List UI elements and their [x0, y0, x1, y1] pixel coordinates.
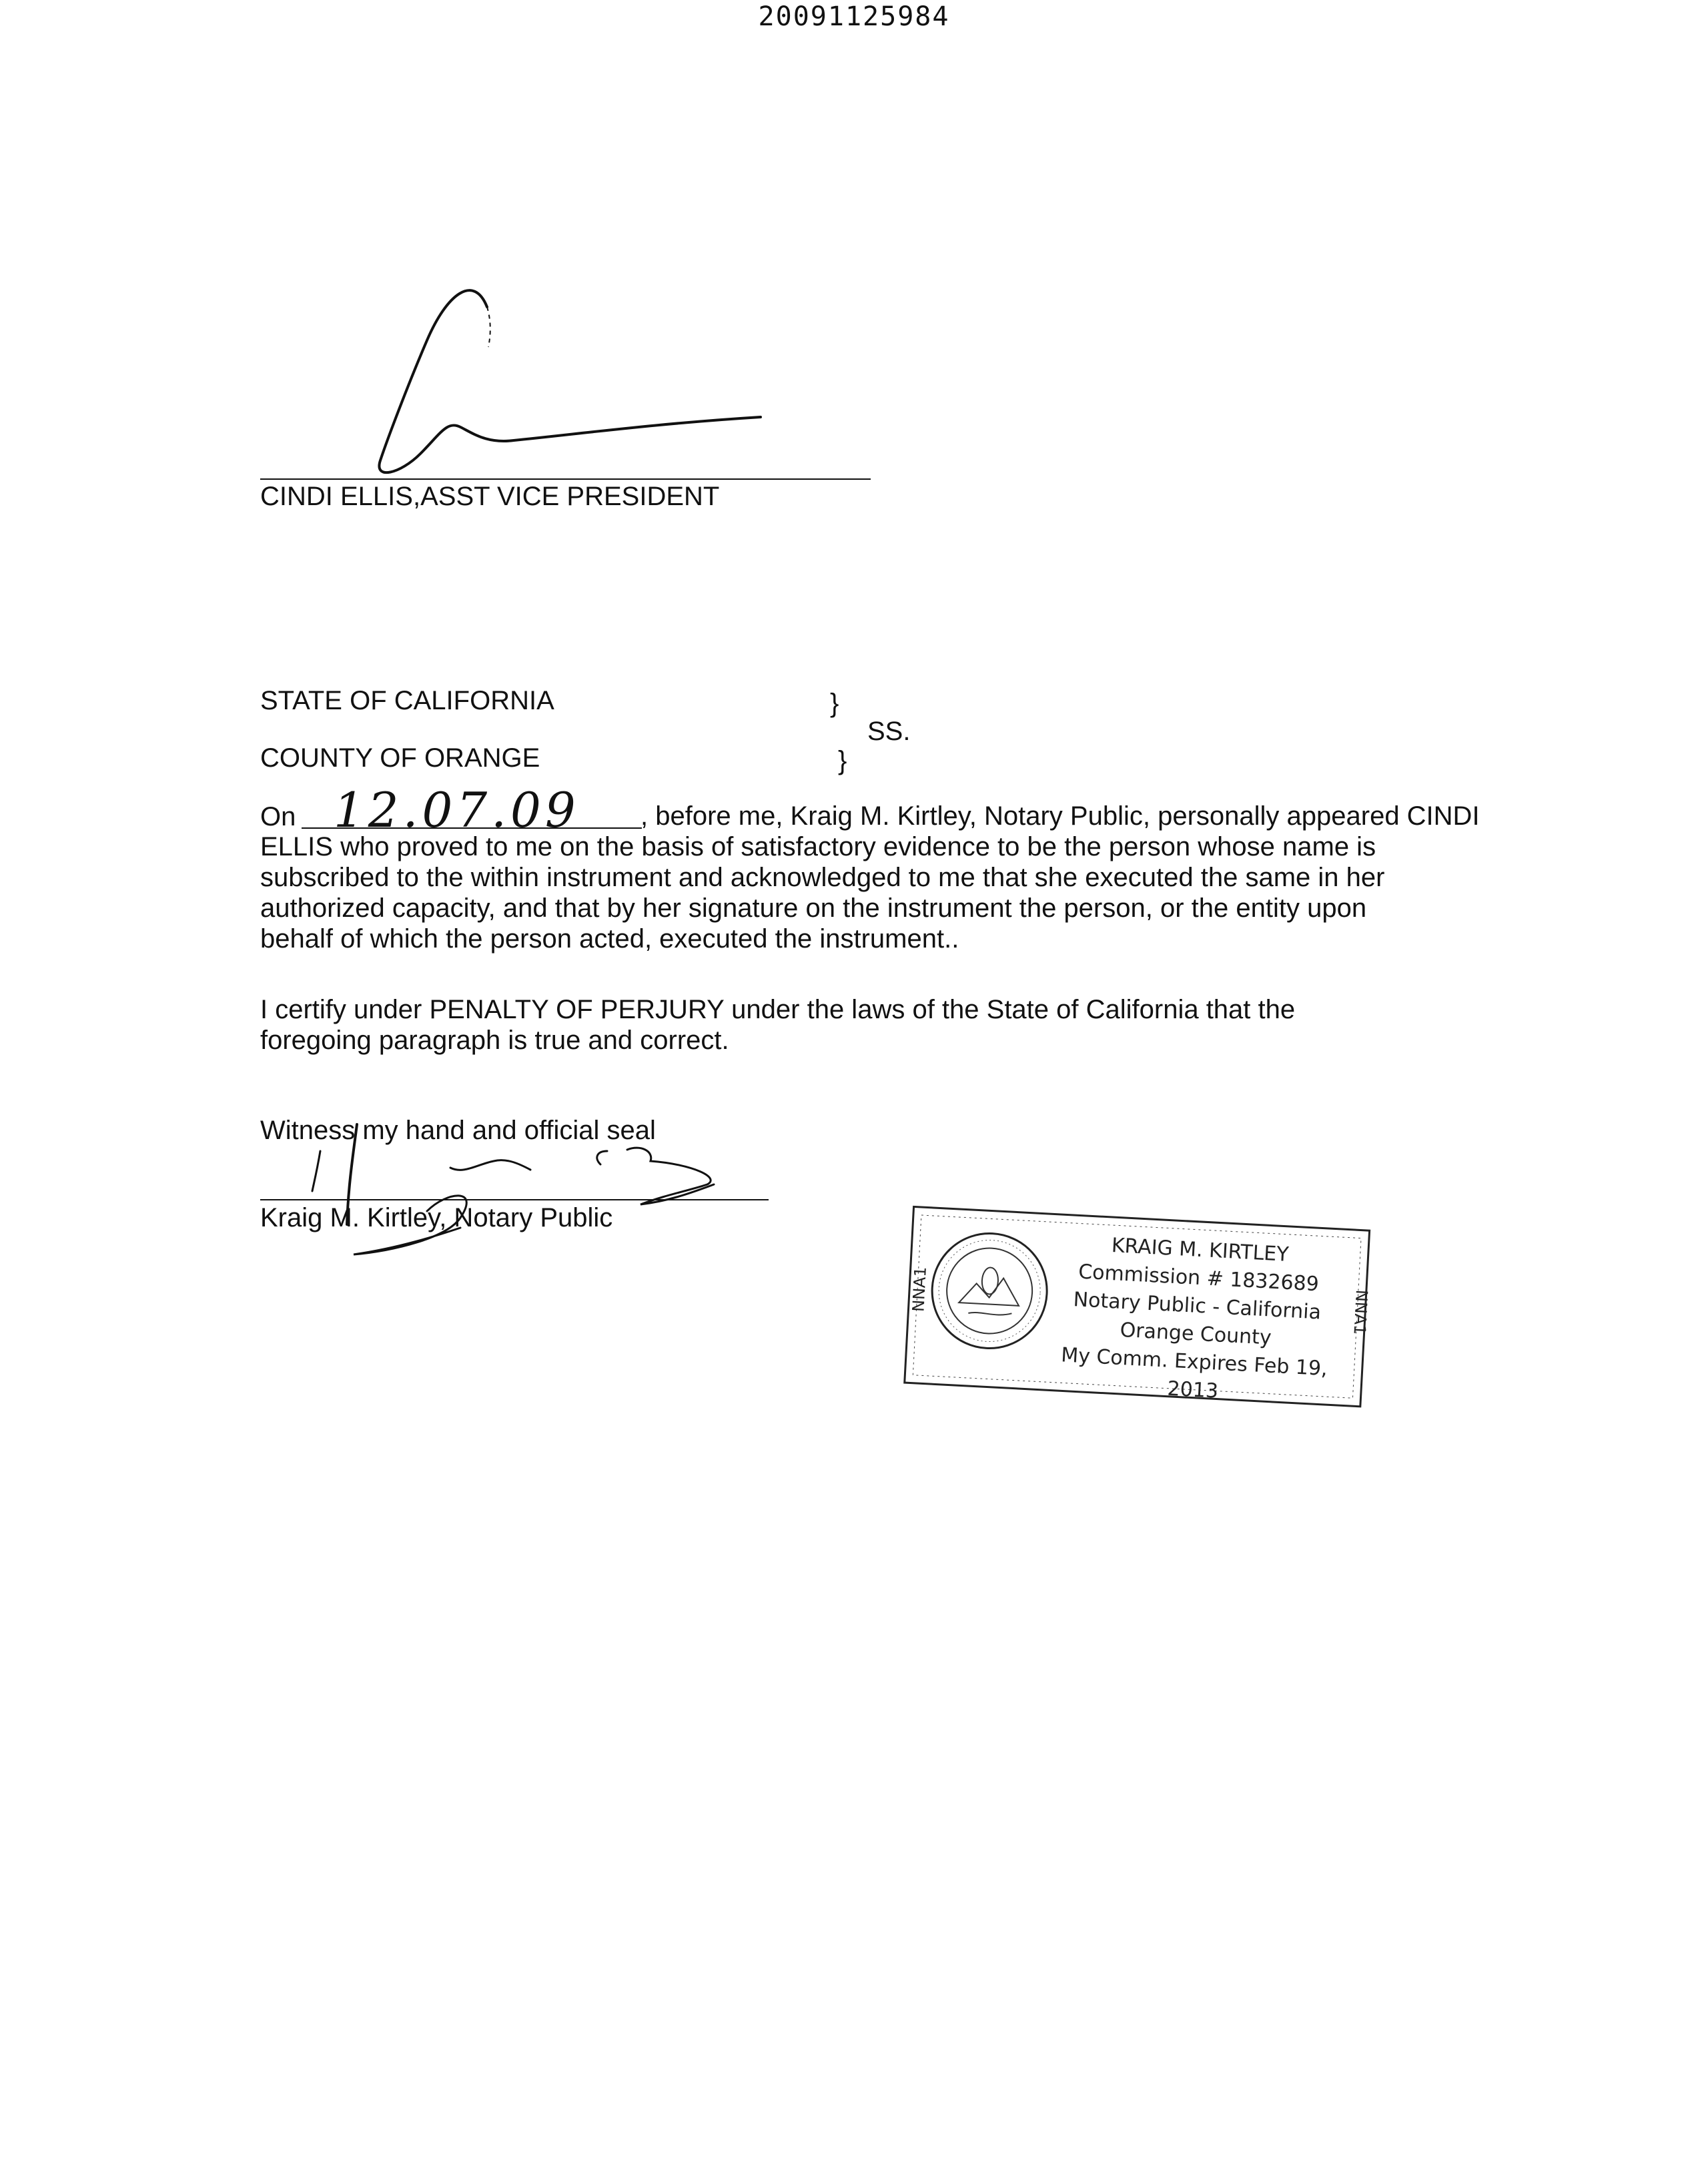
- venue-brace-top: }: [830, 689, 839, 718]
- date-handwritten: 12.07.09: [334, 782, 580, 838]
- signer-signature: [360, 267, 774, 480]
- stamp-expires: My Comm. Expires Feb 19, 2013: [1060, 1343, 1328, 1403]
- signer-signature-line: [260, 478, 871, 480]
- certification-paragraph: [260, 994, 1461, 1056]
- venue-county: COUNTY OF ORANGE: [260, 743, 540, 773]
- acknowledgment-paragraph: [260, 801, 1480, 954]
- acknowledgment-line: , before me, Kraig M. Kirtley, Notary Public, personally appeared CINDI: [640, 801, 1480, 831]
- stamp-text-block: [1052, 1229, 1341, 1412]
- stamp-title: Notary Public - California: [1072, 1288, 1322, 1325]
- notary-stamp: [899, 1201, 1375, 1412]
- certification-line: foregoing paragraph is true and correct.: [260, 1026, 729, 1055]
- state-seal-icon: [927, 1228, 1053, 1354]
- signer-name-title: CINDI ELLIS,ASST VICE PRESIDENT: [260, 482, 720, 511]
- acknowledgment-line: authorized capacity, and that by her signature on the instrument the person, or the entity upon: [260, 893, 1367, 923]
- stamp-side-code-right: NNA1: [1350, 1289, 1371, 1336]
- venue-ss: SS.: [867, 717, 911, 746]
- acknowledgment-line: behalf of which the person acted, executed the instrument..: [260, 924, 959, 954]
- venue-state: STATE OF CALIFORNIA: [260, 686, 554, 715]
- on-label: On: [260, 802, 296, 831]
- certification-line: I certify under PENALTY OF PERJURY under the laws of the State of California that the: [260, 995, 1296, 1024]
- notary-signature: [294, 1111, 774, 1264]
- notary-name: Kraig M. Kirtley, Notary Public: [260, 1203, 613, 1232]
- stamp-side-code-left: NNA1: [909, 1266, 930, 1313]
- venue-brace-bottom: }: [838, 746, 847, 775]
- acknowledgment-line: subscribed to the within instrument and acknowledged to me that she executed the same in her: [260, 863, 1385, 892]
- stamp-county: Orange County: [1119, 1318, 1272, 1350]
- stamp-commission: Commission # 1832689: [1078, 1260, 1320, 1297]
- notary-signature-line: [260, 1199, 769, 1200]
- acknowledgment-line: ELLIS who proved to me on the basis of satisfactory evidence to be the person whose name is: [260, 832, 1376, 861]
- stamp-notary-name: KRAIG M. KIRTLEY: [1111, 1234, 1290, 1266]
- document-number: 20091125984: [758, 1, 950, 32]
- witness-label: Witness my hand and official seal: [260, 1116, 656, 1145]
